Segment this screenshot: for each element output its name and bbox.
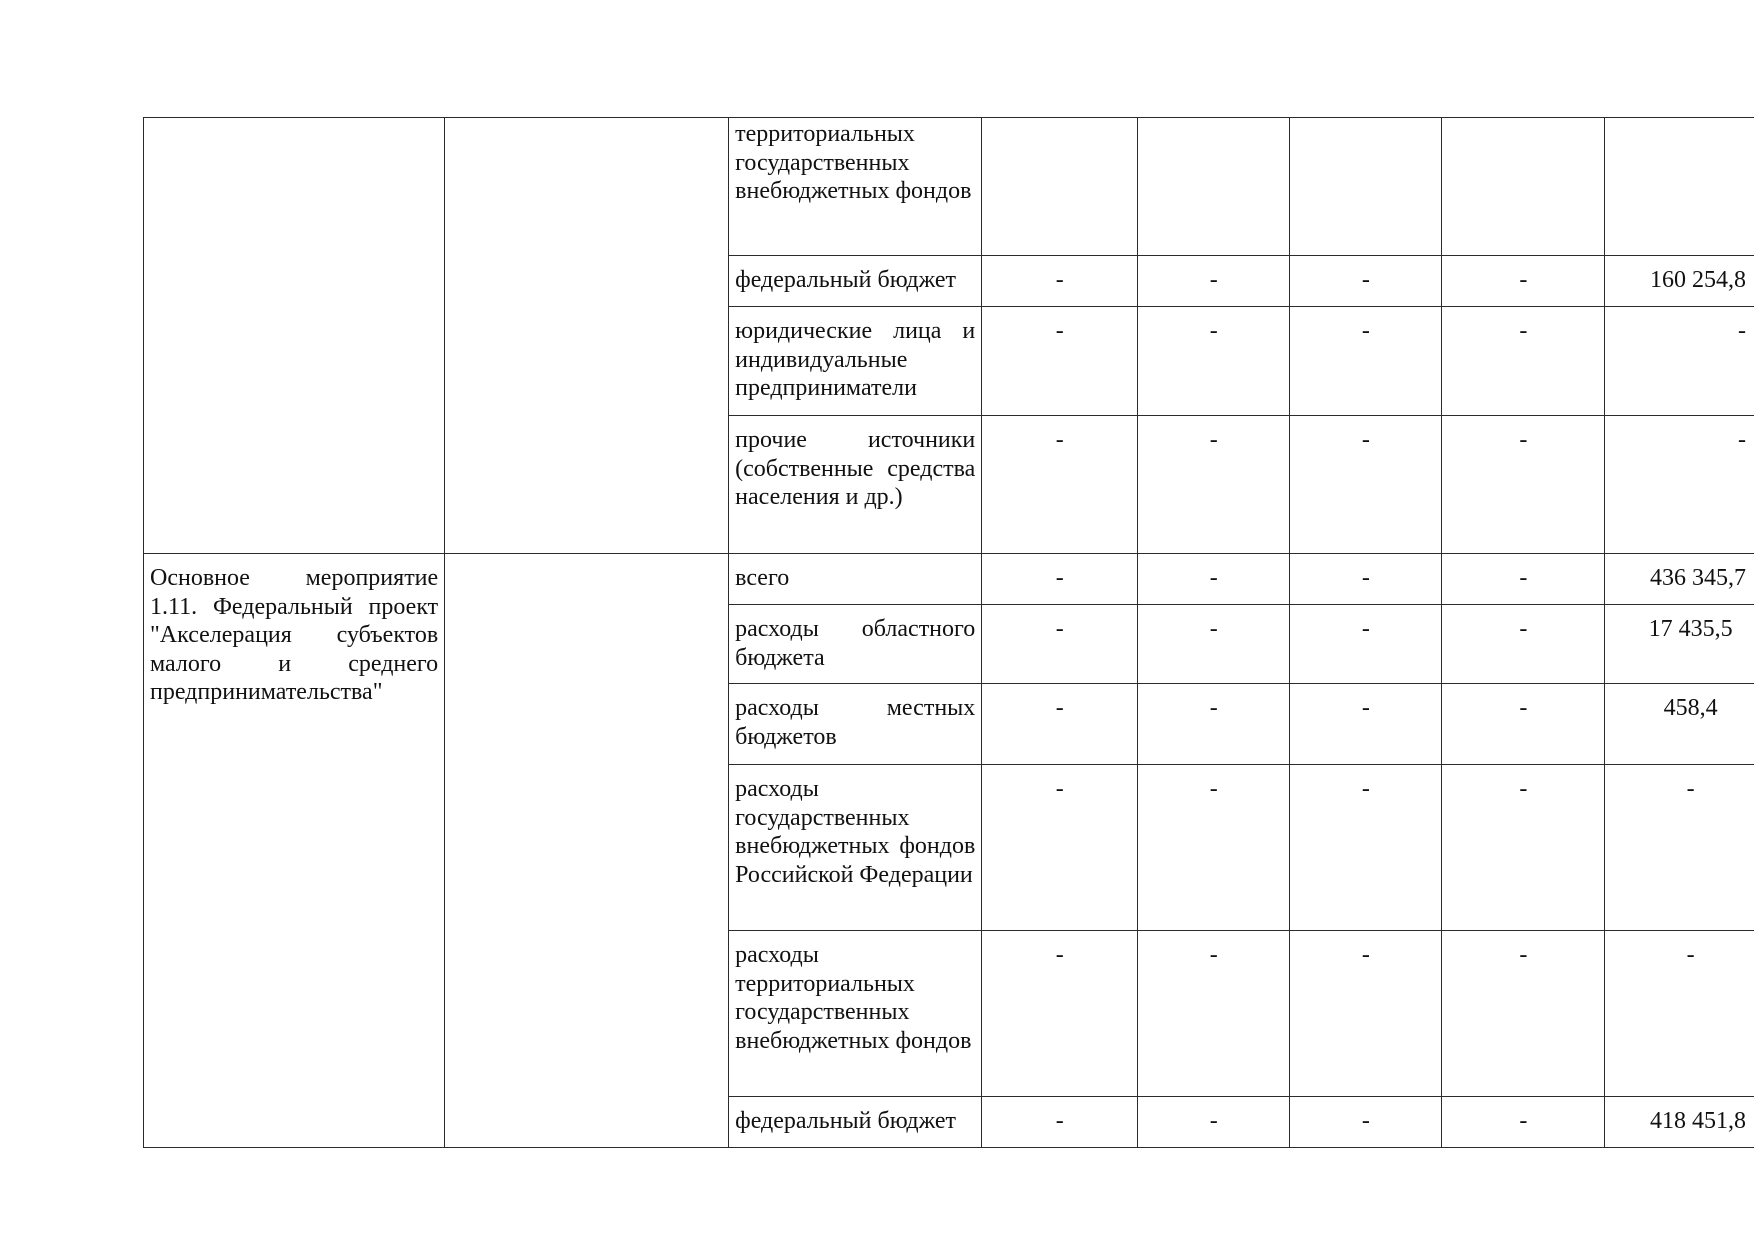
value-cell: -: [1138, 765, 1290, 931]
budget-table: [143, 117, 1754, 1148]
value-cell: [1290, 118, 1442, 256]
funding-source-cell: всего: [729, 554, 982, 605]
value-cell: -: [1605, 931, 1754, 1097]
value-cell: -: [982, 416, 1138, 554]
funding-source-cell: расходы областного бюджета: [729, 605, 982, 684]
value-cell: -: [1442, 307, 1605, 416]
funding-source-cell: территориальных государственных внебюджетных фондов: [729, 118, 982, 256]
value-cell: [982, 118, 1138, 256]
table-row: [144, 554, 1754, 605]
value-cell: -: [982, 931, 1138, 1097]
value-cell: -: [1290, 256, 1442, 307]
value-cell: -: [1138, 307, 1290, 416]
value-cell: -: [1290, 554, 1442, 605]
value-cell: 436 345,7: [1605, 554, 1754, 605]
value-cell: -: [1290, 684, 1442, 765]
value-cell: -: [1290, 765, 1442, 931]
value-cell: -: [982, 554, 1138, 605]
value-cell: -: [1138, 605, 1290, 684]
value-cell: -: [1138, 1097, 1290, 1148]
funding-source-cell: расходы государственных внебюджетных фондов Российской Федерации: [729, 765, 982, 931]
value-cell: [1442, 118, 1605, 256]
value-cell: -: [982, 307, 1138, 416]
value-cell: -: [1138, 684, 1290, 765]
value-cell: -: [982, 765, 1138, 931]
value-cell: [1138, 118, 1290, 256]
value-cell: -: [982, 1097, 1138, 1148]
value-cell: -: [1290, 931, 1442, 1097]
value-cell: -: [1442, 684, 1605, 765]
executor-cell: [445, 118, 729, 554]
value-cell: -: [1290, 605, 1442, 684]
table-row: [144, 118, 1754, 256]
value-cell: -: [1442, 765, 1605, 931]
value-cell: -: [1605, 765, 1754, 931]
funding-source-cell: прочие источники (собственные средства населения и др.): [729, 416, 982, 554]
value-cell: -: [1442, 256, 1605, 307]
value-cell: -: [1442, 1097, 1605, 1148]
value-cell: -: [1138, 554, 1290, 605]
value-cell: -: [1605, 416, 1754, 554]
value-cell: -: [1290, 307, 1442, 416]
value-cell: -: [982, 605, 1138, 684]
activity-name-cell: [144, 118, 445, 554]
funding-source-cell: юридические лица и индивидуальные предприниматели: [729, 307, 982, 416]
value-cell: -: [1138, 256, 1290, 307]
funding-source-cell: расходы территориальных государственных внебюджетных фондов: [729, 931, 982, 1097]
value-cell: 17 435,5: [1605, 605, 1754, 684]
funding-source-cell: федеральный бюджет: [729, 256, 982, 307]
funding-source-cell: федеральный бюджет: [729, 1097, 982, 1148]
value-cell: -: [982, 684, 1138, 765]
value-cell: -: [1138, 931, 1290, 1097]
activity-name-cell: Основное мероприятие 1.11. Федеральный проект "Акселерация субъектов малого и среднего предпринимательства": [144, 554, 445, 1148]
executor-cell: [445, 554, 729, 1148]
value-cell: 418 451,8: [1605, 1097, 1754, 1148]
value-cell: -: [1442, 931, 1605, 1097]
value-cell: 160 254,8: [1605, 256, 1754, 307]
value-cell: [1605, 118, 1754, 256]
value-cell: -: [1605, 307, 1754, 416]
value-cell: -: [1442, 554, 1605, 605]
value-cell: -: [1138, 416, 1290, 554]
value-cell: -: [1290, 1097, 1442, 1148]
value-cell: 458,4: [1605, 684, 1754, 765]
value-cell: -: [1442, 605, 1605, 684]
value-cell: -: [1290, 416, 1442, 554]
value-cell: -: [982, 256, 1138, 307]
funding-source-cell: расходы местных бюджетов: [729, 684, 982, 765]
value-cell: -: [1442, 416, 1605, 554]
